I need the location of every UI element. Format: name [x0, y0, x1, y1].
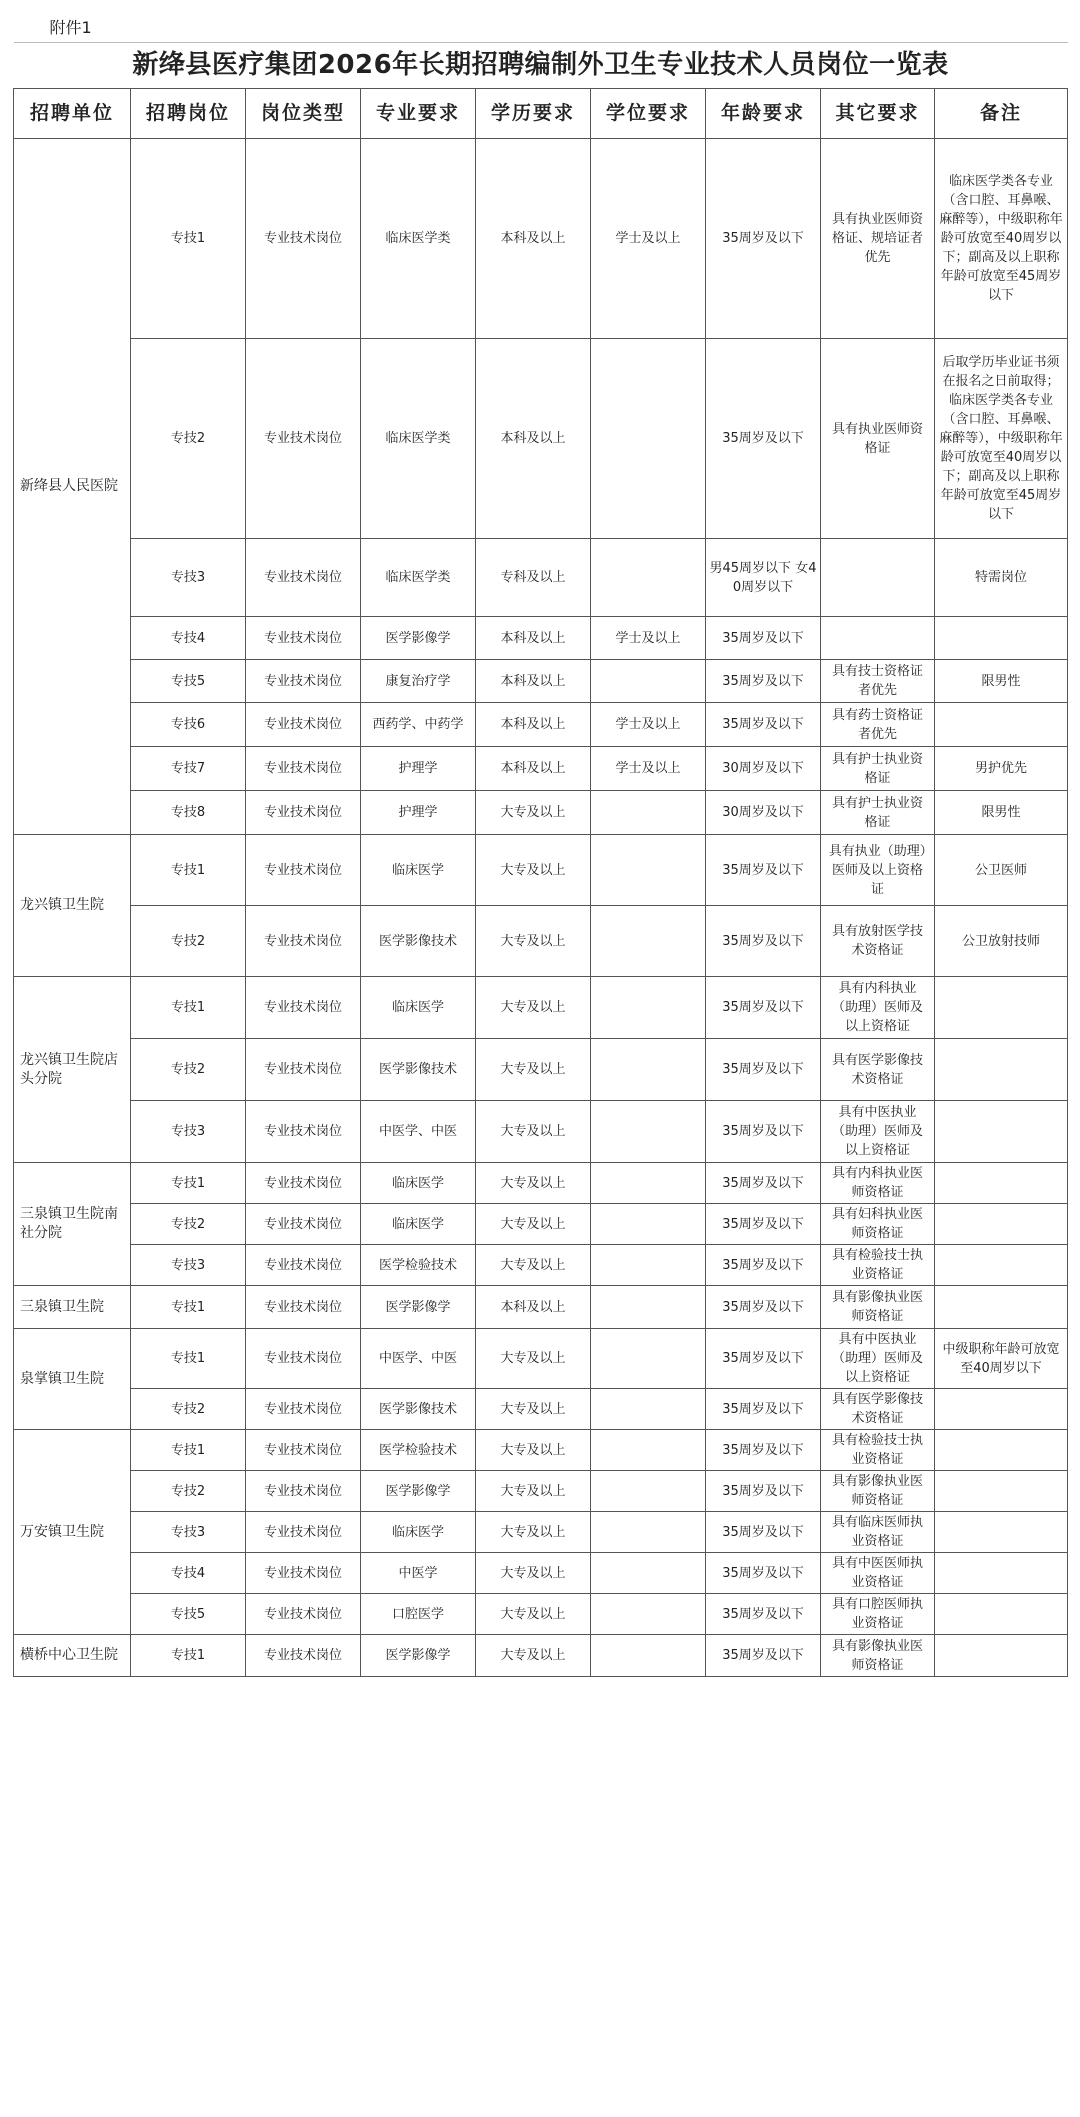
age-cell: 35周岁及以下	[706, 617, 821, 660]
type-cell: 专业技术岗位	[246, 139, 361, 339]
note-cell	[935, 1471, 1068, 1512]
note-cell	[935, 1286, 1068, 1329]
table-row	[14, 1594, 1068, 1635]
other-cell: 具有执业医师资格证	[821, 339, 935, 539]
unit-name-cell: 新绛县人民医院	[14, 139, 131, 835]
major-cell: 口腔医学	[361, 1594, 476, 1635]
type-cell: 专业技术岗位	[246, 1039, 361, 1101]
age-cell: 35周岁及以下	[706, 1204, 821, 1245]
other-cell: 具有护士执业资格证	[821, 747, 935, 791]
major-cell: 临床医学	[361, 1204, 476, 1245]
education-cell: 大专及以上	[476, 1594, 591, 1635]
type-cell: 专业技术岗位	[246, 1163, 361, 1204]
education-cell: 本科及以上	[476, 660, 591, 703]
other-cell: 具有内科执业医师资格证	[821, 1163, 935, 1204]
table-row	[14, 977, 1068, 1039]
type-cell: 专业技术岗位	[246, 906, 361, 977]
note-cell: 限男性	[935, 660, 1068, 703]
degree-cell	[591, 1245, 706, 1286]
education-cell: 本科及以上	[476, 1286, 591, 1329]
other-cell: 具有检验技士执业资格证	[821, 1245, 935, 1286]
type-cell: 专业技术岗位	[246, 703, 361, 747]
education-cell: 大专及以上	[476, 1204, 591, 1245]
table-row	[14, 660, 1068, 703]
education-cell: 大专及以上	[476, 1163, 591, 1204]
age-cell: 30周岁及以下	[706, 791, 821, 835]
major-cell: 医学影像技术	[361, 1039, 476, 1101]
unit-name-cell: 龙兴镇卫生院店头分院	[14, 977, 131, 1163]
post-cell: 专技1	[131, 1286, 246, 1329]
type-cell: 专业技术岗位	[246, 747, 361, 791]
age-cell: 35周岁及以下	[706, 703, 821, 747]
other-cell: 具有内科执业（助理）医师及以上资格证	[821, 977, 935, 1039]
degree-cell	[591, 1204, 706, 1245]
type-cell: 专业技术岗位	[246, 1245, 361, 1286]
age-cell: 35周岁及以下	[706, 339, 821, 539]
unit-name-cell: 横桥中心卫生院	[14, 1635, 131, 1677]
unit-name-cell: 泉掌镇卫生院	[14, 1329, 131, 1430]
note-cell	[935, 1204, 1068, 1245]
table-title: 新绛县医疗集团2026年长期招聘编制外卫生专业技术人员岗位一览表	[14, 43, 1068, 89]
note-cell	[935, 977, 1068, 1039]
type-cell: 专业技术岗位	[246, 1594, 361, 1635]
post-cell: 专技6	[131, 703, 246, 747]
other-cell: 具有影像执业医师资格证	[821, 1471, 935, 1512]
post-cell: 专技3	[131, 539, 246, 617]
education-cell: 大专及以上	[476, 835, 591, 906]
type-cell: 专业技术岗位	[246, 1430, 361, 1471]
table-row	[14, 539, 1068, 617]
major-cell: 医学影像技术	[361, 1389, 476, 1430]
education-cell: 本科及以上	[476, 747, 591, 791]
education-cell: 大专及以上	[476, 1101, 591, 1163]
other-cell: 具有中医医师执业资格证	[821, 1553, 935, 1594]
other-cell: 具有执业医师资格证、规培证者优先	[821, 139, 935, 339]
recruitment-table	[13, 13, 1068, 1677]
table-row	[14, 1430, 1068, 1471]
age-cell: 35周岁及以下	[706, 1039, 821, 1101]
degree-cell	[591, 1286, 706, 1329]
note-cell	[935, 1430, 1068, 1471]
degree-cell	[591, 1594, 706, 1635]
table-row	[14, 1204, 1068, 1245]
age-cell: 35周岁及以下	[706, 1101, 821, 1163]
education-cell: 大专及以上	[476, 1039, 591, 1101]
education-cell: 大专及以上	[476, 1329, 591, 1389]
other-cell: 具有检验技士执业资格证	[821, 1430, 935, 1471]
table-row	[14, 1553, 1068, 1594]
unit-name-cell: 三泉镇卫生院南社分院	[14, 1163, 131, 1286]
table-row	[14, 1329, 1068, 1389]
header-major: 专业要求	[361, 89, 476, 139]
major-cell: 中医学、中医	[361, 1101, 476, 1163]
unit-name-cell: 万安镇卫生院	[14, 1430, 131, 1635]
type-cell: 专业技术岗位	[246, 1512, 361, 1553]
education-cell: 大专及以上	[476, 1430, 591, 1471]
post-cell: 专技2	[131, 339, 246, 539]
table-row	[14, 747, 1068, 791]
major-cell: 医学影像学	[361, 1471, 476, 1512]
major-cell: 西药学、中药学	[361, 703, 476, 747]
major-cell: 临床医学类	[361, 539, 476, 617]
unit-name-cell: 龙兴镇卫生院	[14, 835, 131, 977]
other-cell: 具有医学影像技术资格证	[821, 1039, 935, 1101]
header-note: 备注	[935, 89, 1068, 139]
degree-cell	[591, 1101, 706, 1163]
degree-cell	[591, 1389, 706, 1430]
degree-cell	[591, 1471, 706, 1512]
other-cell: 具有影像执业医师资格证	[821, 1635, 935, 1677]
age-cell: 35周岁及以下	[706, 1553, 821, 1594]
type-cell: 专业技术岗位	[246, 1471, 361, 1512]
table-row	[14, 906, 1068, 977]
major-cell: 中医学、中医	[361, 1329, 476, 1389]
post-cell: 专技2	[131, 1204, 246, 1245]
degree-cell	[591, 339, 706, 539]
education-cell: 大专及以上	[476, 1553, 591, 1594]
note-cell	[935, 1101, 1068, 1163]
spreadsheet	[13, 13, 1067, 1677]
degree-cell	[591, 1635, 706, 1677]
age-cell: 35周岁及以下	[706, 835, 821, 906]
degree-cell	[591, 1163, 706, 1204]
post-cell: 专技2	[131, 906, 246, 977]
note-cell	[935, 617, 1068, 660]
major-cell: 医学检验技术	[361, 1245, 476, 1286]
major-cell: 临床医学	[361, 835, 476, 906]
unit-name-cell: 三泉镇卫生院	[14, 1286, 131, 1329]
degree-cell	[591, 1329, 706, 1389]
post-cell: 专技3	[131, 1101, 246, 1163]
post-cell: 专技4	[131, 1553, 246, 1594]
note-cell: 公卫医师	[935, 835, 1068, 906]
header-other: 其它要求	[821, 89, 935, 139]
table-row	[14, 1471, 1068, 1512]
age-cell: 35周岁及以下	[706, 1329, 821, 1389]
post-cell: 专技1	[131, 1329, 246, 1389]
education-cell: 本科及以上	[476, 139, 591, 339]
type-cell: 专业技术岗位	[246, 835, 361, 906]
degree-cell: 学士及以上	[591, 703, 706, 747]
age-cell: 35周岁及以下	[706, 906, 821, 977]
other-cell: 具有影像执业医师资格证	[821, 1286, 935, 1329]
header-unit: 招聘单位	[14, 89, 131, 139]
age-cell: 35周岁及以下	[706, 660, 821, 703]
major-cell: 临床医学类	[361, 339, 476, 539]
other-cell	[821, 539, 935, 617]
age-cell: 35周岁及以下	[706, 1389, 821, 1430]
note-cell	[935, 1635, 1068, 1677]
type-cell: 专业技术岗位	[246, 1204, 361, 1245]
note-cell: 临床医学类各专业（含口腔、耳鼻喉、麻醉等），中级职称年龄可放宽至40周岁以下；副高及以上职称年龄可放宽至45周岁以下	[935, 139, 1068, 339]
education-cell: 大专及以上	[476, 1635, 591, 1677]
post-cell: 专技3	[131, 1245, 246, 1286]
age-cell: 35周岁及以下	[706, 1512, 821, 1553]
age-cell: 35周岁及以下	[706, 1163, 821, 1204]
post-cell: 专技2	[131, 1389, 246, 1430]
other-cell: 具有口腔医师执业资格证	[821, 1594, 935, 1635]
degree-cell	[591, 977, 706, 1039]
type-cell: 专业技术岗位	[246, 1101, 361, 1163]
degree-cell: 学士及以上	[591, 139, 706, 339]
degree-cell	[591, 1039, 706, 1101]
annex-row	[14, 13, 1068, 43]
type-cell: 专业技术岗位	[246, 1329, 361, 1389]
post-cell: 专技5	[131, 660, 246, 703]
age-cell: 35周岁及以下	[706, 977, 821, 1039]
post-cell: 专技1	[131, 1163, 246, 1204]
note-cell	[935, 703, 1068, 747]
degree-cell	[591, 539, 706, 617]
table-row	[14, 1163, 1068, 1204]
degree-cell: 学士及以上	[591, 747, 706, 791]
table-row	[14, 1512, 1068, 1553]
degree-cell	[591, 791, 706, 835]
type-cell: 专业技术岗位	[246, 660, 361, 703]
degree-cell	[591, 906, 706, 977]
table-row	[14, 835, 1068, 906]
note-cell	[935, 1594, 1068, 1635]
type-cell: 专业技术岗位	[246, 791, 361, 835]
education-cell: 本科及以上	[476, 703, 591, 747]
other-cell: 具有放射医学技术资格证	[821, 906, 935, 977]
age-cell: 35周岁及以下	[706, 1471, 821, 1512]
note-cell: 特需岗位	[935, 539, 1068, 617]
education-cell: 大专及以上	[476, 791, 591, 835]
post-cell: 专技1	[131, 1430, 246, 1471]
table-row	[14, 1101, 1068, 1163]
major-cell: 护理学	[361, 747, 476, 791]
annex-label: 附件1	[49, 18, 92, 37]
table-body	[14, 139, 1068, 1677]
other-cell: 具有技士资格证者优先	[821, 660, 935, 703]
other-cell: 具有妇科执业医师资格证	[821, 1204, 935, 1245]
age-cell: 男45周岁以下 女40周岁以下	[706, 539, 821, 617]
age-cell: 35周岁及以下	[706, 1430, 821, 1471]
degree-cell	[591, 1430, 706, 1471]
note-cell: 中级职称年龄可放宽至40周岁以下	[935, 1329, 1068, 1389]
education-cell: 大专及以上	[476, 906, 591, 977]
header-education: 学历要求	[476, 89, 591, 139]
type-cell: 专业技术岗位	[246, 1635, 361, 1677]
table-row	[14, 139, 1068, 339]
major-cell: 康复治疗学	[361, 660, 476, 703]
other-cell	[821, 617, 935, 660]
other-cell: 具有医学影像技术资格证	[821, 1389, 935, 1430]
note-cell	[935, 1389, 1068, 1430]
degree-cell: 学士及以上	[591, 617, 706, 660]
post-cell: 专技1	[131, 977, 246, 1039]
age-cell: 35周岁及以下	[706, 1594, 821, 1635]
major-cell: 临床医学	[361, 1512, 476, 1553]
note-cell	[935, 1512, 1068, 1553]
table-row	[14, 1635, 1068, 1677]
table-row	[14, 1245, 1068, 1286]
title-row	[14, 43, 1068, 89]
table-row	[14, 1039, 1068, 1101]
education-cell: 大专及以上	[476, 1512, 591, 1553]
other-cell: 具有中医执业（助理）医师及以上资格证	[821, 1329, 935, 1389]
major-cell: 临床医学	[361, 1163, 476, 1204]
table-row	[14, 1286, 1068, 1329]
post-cell: 专技1	[131, 835, 246, 906]
other-cell: 具有护士执业资格证	[821, 791, 935, 835]
major-cell: 中医学	[361, 1553, 476, 1594]
major-cell: 医学影像技术	[361, 906, 476, 977]
major-cell: 医学影像学	[361, 1286, 476, 1329]
note-cell	[935, 1553, 1068, 1594]
degree-cell	[591, 660, 706, 703]
degree-cell	[591, 1553, 706, 1594]
education-cell: 本科及以上	[476, 617, 591, 660]
header-type: 岗位类型	[246, 89, 361, 139]
age-cell: 35周岁及以下	[706, 1286, 821, 1329]
major-cell: 临床医学	[361, 977, 476, 1039]
note-cell	[935, 1245, 1068, 1286]
type-cell: 专业技术岗位	[246, 1286, 361, 1329]
other-cell: 具有执业（助理）医师及以上资格证	[821, 835, 935, 906]
header-age: 年龄要求	[706, 89, 821, 139]
age-cell: 35周岁及以下	[706, 139, 821, 339]
age-cell: 35周岁及以下	[706, 1245, 821, 1286]
post-cell: 专技2	[131, 1471, 246, 1512]
note-cell: 限男性	[935, 791, 1068, 835]
education-cell: 专科及以上	[476, 539, 591, 617]
note-cell	[935, 1163, 1068, 1204]
other-cell: 具有药士资格证者优先	[821, 703, 935, 747]
education-cell: 大专及以上	[476, 1471, 591, 1512]
type-cell: 专业技术岗位	[246, 617, 361, 660]
major-cell: 临床医学类	[361, 139, 476, 339]
table-row	[14, 339, 1068, 539]
type-cell: 专业技术岗位	[246, 1553, 361, 1594]
other-cell: 具有临床医师执业资格证	[821, 1512, 935, 1553]
header-row	[14, 89, 1068, 139]
education-cell: 大专及以上	[476, 977, 591, 1039]
education-cell: 大专及以上	[476, 1389, 591, 1430]
age-cell: 30周岁及以下	[706, 747, 821, 791]
header-degree: 学位要求	[591, 89, 706, 139]
degree-cell	[591, 1512, 706, 1553]
type-cell: 专业技术岗位	[246, 977, 361, 1039]
type-cell: 专业技术岗位	[246, 1389, 361, 1430]
table-row	[14, 617, 1068, 660]
post-cell: 专技8	[131, 791, 246, 835]
other-cell: 具有中医执业（助理）医师及以上资格证	[821, 1101, 935, 1163]
degree-cell	[591, 835, 706, 906]
post-cell: 专技7	[131, 747, 246, 791]
major-cell: 医学检验技术	[361, 1430, 476, 1471]
table-row	[14, 1389, 1068, 1430]
education-cell: 大专及以上	[476, 1245, 591, 1286]
major-cell: 医学影像学	[361, 617, 476, 660]
post-cell: 专技5	[131, 1594, 246, 1635]
major-cell: 护理学	[361, 791, 476, 835]
post-cell: 专技1	[131, 139, 246, 339]
post-cell: 专技1	[131, 1635, 246, 1677]
header-post: 招聘岗位	[131, 89, 246, 139]
post-cell: 专技2	[131, 1039, 246, 1101]
education-cell: 本科及以上	[476, 339, 591, 539]
age-cell: 35周岁及以下	[706, 1635, 821, 1677]
note-cell: 公卫放射技师	[935, 906, 1068, 977]
note-cell: 后取学历毕业证书须在报名之日前取得；临床医学类各专业（含口腔、耳鼻喉、麻醉等），中级职称年龄可放宽至40周岁以下；副高及以上职称年龄可放宽至45周岁以下	[935, 339, 1068, 539]
post-cell: 专技4	[131, 617, 246, 660]
note-cell: 男护优先	[935, 747, 1068, 791]
type-cell: 专业技术岗位	[246, 339, 361, 539]
table-row	[14, 791, 1068, 835]
table-row	[14, 703, 1068, 747]
major-cell: 医学影像学	[361, 1635, 476, 1677]
post-cell: 专技3	[131, 1512, 246, 1553]
note-cell	[935, 1039, 1068, 1101]
type-cell: 专业技术岗位	[246, 539, 361, 617]
